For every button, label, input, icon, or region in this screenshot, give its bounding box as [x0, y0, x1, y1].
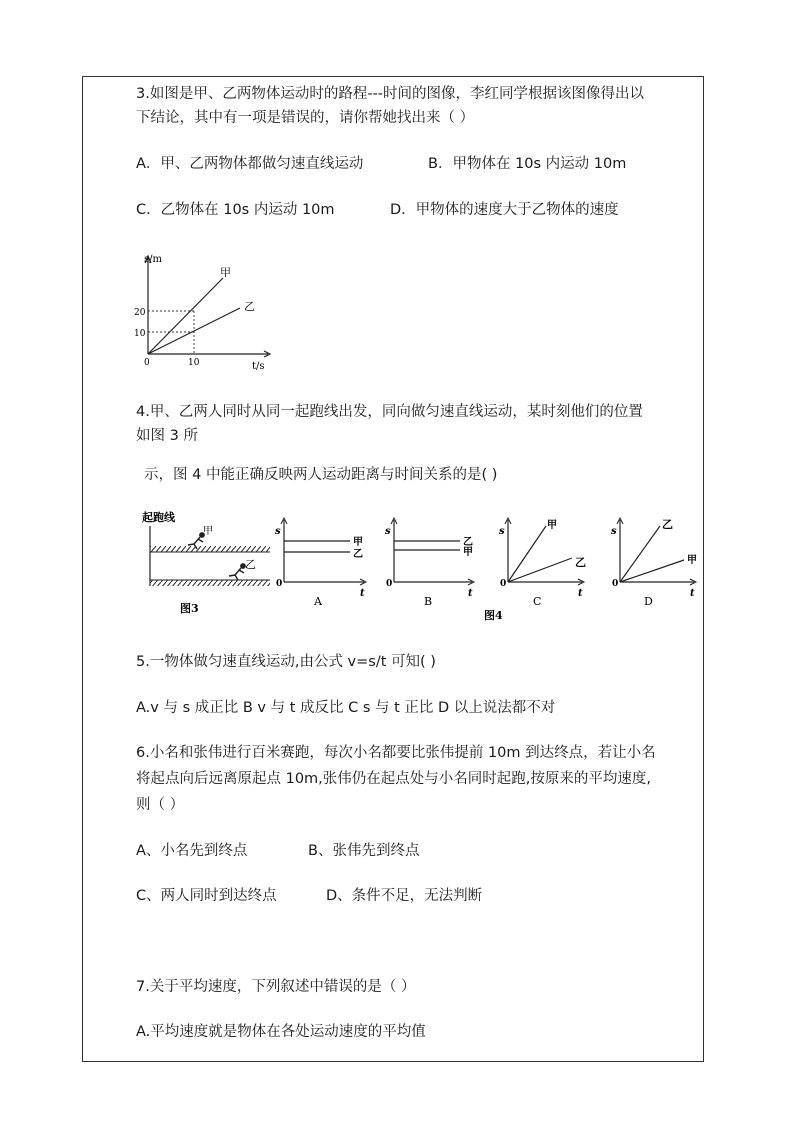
q6-option-c: C、两人同时到达终点: [136, 888, 277, 904]
panel-c-line-yi: [508, 558, 572, 582]
q6-option-b: B、张伟先到终点: [308, 843, 420, 859]
q3-label-yi: 乙: [244, 300, 255, 313]
q6-stem-line1: 6.小名和张伟进行百米赛跑，每次小名都要比张伟提前 10m 到达终点，若让小名: [136, 745, 656, 761]
q3-xtick-10: 10: [188, 358, 200, 368]
q3-option-c: C．乙物体在 10s 内运动 10m: [136, 202, 335, 218]
fig4-panel-a: [275, 518, 366, 608]
svg-text:甲: 甲: [547, 520, 557, 531]
fig4-caption: 图4: [484, 609, 503, 622]
svg-text:s: s: [611, 526, 617, 537]
q5-stem: 5.一物体做匀速直线运动,由公式 v=s/t 可知( ): [136, 654, 436, 670]
q3-x-label: t/s: [252, 361, 265, 372]
panel-b-letter: B: [424, 595, 433, 608]
fig3-label-yi: 乙: [245, 558, 256, 571]
q3-option-d: D．甲物体的速度大于乙物体的速度: [390, 202, 619, 218]
q3-ytick-10: 10: [134, 329, 146, 339]
runner-yi-icon: [229, 564, 245, 580]
panel-d-line-yi: [620, 526, 660, 582]
fig4-panel-b: [385, 518, 474, 608]
svg-text:乙: 乙: [463, 537, 473, 548]
panel-c-letter: C: [533, 595, 542, 608]
svg-text:t: t: [578, 588, 583, 599]
svg-text:0: 0: [276, 579, 283, 589]
q6-stem-line3: 则（ ）: [136, 797, 185, 813]
q6-stem-line2: 将起点向后远离原起点 10m,张伟仍在起点处与小名同时起跑,按原来的平均速度,: [136, 771, 652, 787]
svg-text:甲: 甲: [463, 547, 473, 558]
q5-options: A.v 与 s 成正比 B v 与 t 成反比 C s 与 t 正比 D 以上说法都不对: [136, 700, 556, 716]
q4-figures: [136, 504, 706, 626]
q4-stem-line2: 如图 3 所: [136, 428, 198, 444]
q3-stem-line2: 下结论，其中有一项是错误的，请你帮她找出来（ ）: [136, 110, 475, 126]
svg-text:甲: 甲: [687, 555, 697, 566]
panel-c-line-jia: [508, 526, 546, 582]
svg-text:乙: 乙: [662, 518, 673, 531]
svg-text:0: 0: [612, 579, 619, 589]
fig3-track: [142, 510, 270, 615]
fig3-start-line-label: 起跑线: [142, 511, 175, 524]
panel-a-letter: A: [314, 595, 322, 608]
fig4-panel-c: [499, 518, 586, 608]
q7-option-a: A.平均速度就是物体在各处运动速度的平均值: [136, 1024, 426, 1040]
q3-option-b: B．甲物体在 10s 内运动 10m: [428, 156, 627, 172]
q4-stem-line1: 4.甲、乙两人同时从同一起跑线出发，同向做匀速直线运动，某时刻他们的位置: [136, 404, 643, 420]
q3-origin: 0: [144, 358, 150, 368]
panel-d-letter: D: [644, 595, 653, 608]
q3-y-label: s/m: [144, 254, 162, 265]
svg-text:甲: 甲: [353, 537, 363, 548]
q3-stem-line1: 3.如图是甲、乙两物体运动时的路程---时间的图像，李红同学根据该图像得出以: [136, 86, 645, 102]
q3-graph: [128, 244, 288, 374]
svg-text:t: t: [690, 588, 695, 599]
svg-text:s: s: [275, 526, 281, 537]
svg-text:s: s: [385, 526, 391, 537]
svg-text:t: t: [468, 588, 473, 599]
fig3-caption: 图3: [180, 602, 199, 615]
q3-line-jia: [148, 278, 223, 354]
fig3-label-jia: 甲: [203, 526, 213, 537]
q3-label-jia: 甲: [220, 266, 231, 279]
q3-option-a: A．甲、乙两物体都做匀速直线运动: [136, 156, 364, 172]
svg-text:s: s: [499, 526, 505, 537]
q4-stem-line3: 示，图 4 中能正确反映两人运动距离与时间关系的是( ): [144, 467, 498, 483]
svg-text:t: t: [360, 588, 365, 599]
fig4-panel-d: [611, 518, 697, 608]
q6-option-a: A、小名先到终点: [136, 843, 248, 859]
panel-d-line-jia: [620, 560, 684, 582]
svg-text:乙: 乙: [575, 556, 586, 569]
q6-option-d: D、条件不足，无法判断: [326, 888, 483, 904]
svg-text:乙: 乙: [353, 549, 363, 560]
q7-stem: 7.关于平均速度，下列叙述中错误的是（ ）: [136, 979, 416, 995]
svg-text:0: 0: [500, 579, 507, 589]
svg-text:0: 0: [386, 579, 393, 589]
q3-ytick-20: 20: [134, 308, 146, 318]
